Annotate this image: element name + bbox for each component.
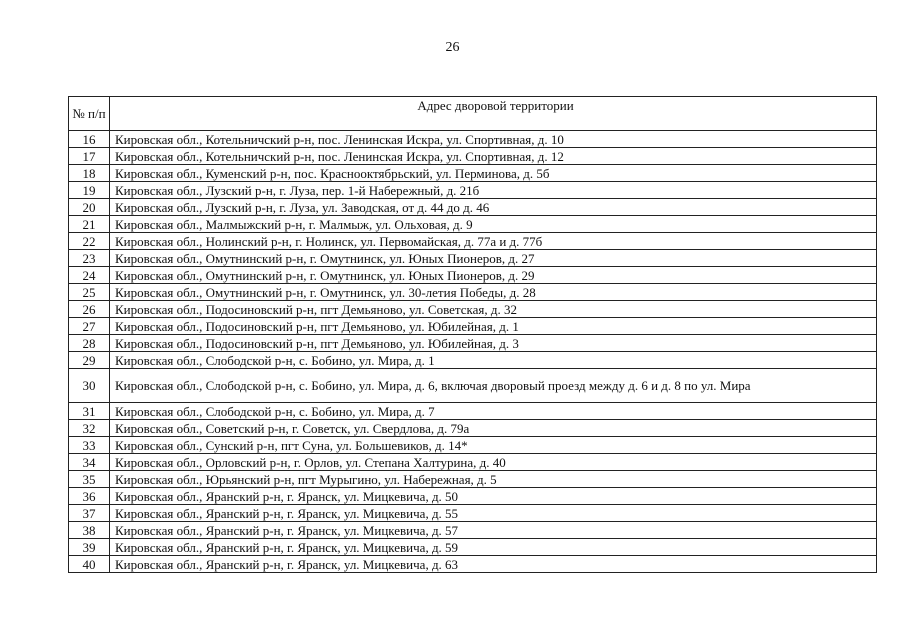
table-header-row bbox=[69, 97, 877, 131]
table-row bbox=[69, 454, 877, 471]
row-number: 39 bbox=[69, 539, 110, 556]
row-number: 28 bbox=[69, 335, 110, 352]
table-row bbox=[69, 556, 877, 573]
table-row bbox=[69, 165, 877, 182]
row-address: Кировская обл., Подосиновский р-н, пгт Демьяново, ул. Советская, д. 32 bbox=[110, 301, 877, 318]
table-row bbox=[69, 148, 877, 165]
row-number: 19 bbox=[69, 182, 110, 199]
row-number: 33 bbox=[69, 437, 110, 454]
row-number: 30 bbox=[69, 369, 110, 403]
table-row bbox=[69, 335, 877, 352]
table-row bbox=[69, 522, 877, 539]
column-header-address: Адрес дворовой территории bbox=[110, 97, 877, 131]
row-address: Кировская обл., Слободской р-н, с. Бобино, ул. Мира, д. 1 bbox=[110, 352, 877, 369]
row-address: Кировская обл., Яранский р-н, г. Яранск, ул. Мицкевича, д. 55 bbox=[110, 505, 877, 522]
table-row bbox=[69, 250, 877, 267]
row-address: Кировская обл., Яранский р-н, г. Яранск, ул. Мицкевича, д. 50 bbox=[110, 488, 877, 505]
row-address: Кировская обл., Яранский р-н, г. Яранск, ул. Мицкевича, д. 63 bbox=[110, 556, 877, 573]
row-number: 37 bbox=[69, 505, 110, 522]
table-row bbox=[69, 437, 877, 454]
row-number: 16 bbox=[69, 131, 110, 148]
table-row bbox=[69, 539, 877, 556]
table-row bbox=[69, 488, 877, 505]
row-address: Кировская обл., Омутнинский р-н, г. Омутнинск, ул. Юных Пионеров, д. 27 bbox=[110, 250, 877, 267]
row-address: Кировская обл., Лузский р-н, г. Луза, ул. Заводская, от д. 44 до д. 46 bbox=[110, 199, 877, 216]
table-row bbox=[69, 352, 877, 369]
table-row bbox=[69, 233, 877, 250]
table-row bbox=[69, 267, 877, 284]
row-address: Кировская обл., Нолинский р-н, г. Нолинск, ул. Первомайская, д. 77а и д. 77б bbox=[110, 233, 877, 250]
row-number: 22 bbox=[69, 233, 110, 250]
table-row bbox=[69, 301, 877, 318]
table-row bbox=[69, 284, 877, 301]
table-row bbox=[69, 420, 877, 437]
row-address: Кировская обл., Омутнинский р-н, г. Омутнинск, ул. Юных Пионеров, д. 29 bbox=[110, 267, 877, 284]
table-row bbox=[69, 318, 877, 335]
row-number: 23 bbox=[69, 250, 110, 267]
row-number: 18 bbox=[69, 165, 110, 182]
row-number: 38 bbox=[69, 522, 110, 539]
row-address: Кировская обл., Котельничский р-н, пос. Ленинская Искра, ул. Спортивная, д. 12 bbox=[110, 148, 877, 165]
table-row bbox=[69, 369, 877, 403]
row-number: 31 bbox=[69, 403, 110, 420]
row-number: 29 bbox=[69, 352, 110, 369]
row-number: 17 bbox=[69, 148, 110, 165]
table-row bbox=[69, 505, 877, 522]
page-number: 26 bbox=[445, 40, 460, 55]
row-address: Кировская обл., Подосиновский р-н, пгт Демьяново, ул. Юбилейная, д. 1 bbox=[110, 318, 877, 335]
table-row bbox=[69, 199, 877, 216]
row-number: 35 bbox=[69, 471, 110, 488]
table-row bbox=[69, 182, 877, 199]
row-address: Кировская обл., Малмыжский р-н, г. Малмыж, ул. Ольховая, д. 9 bbox=[110, 216, 877, 233]
row-number: 21 bbox=[69, 216, 110, 233]
row-number: 20 bbox=[69, 199, 110, 216]
row-number: 36 bbox=[69, 488, 110, 505]
row-number: 34 bbox=[69, 454, 110, 471]
row-address: Кировская обл., Лузский р-н, г. Луза, пер. 1-й Набережный, д. 21б bbox=[110, 182, 877, 199]
column-header-number: № п/п bbox=[69, 97, 110, 131]
row-address: Кировская обл., Слободской р-н, с. Бобино, ул. Мира, д. 6, включая дворовый проезд между д. 6 и д. 8 по ул. Мира bbox=[110, 369, 877, 403]
address-table bbox=[68, 96, 877, 573]
table-row bbox=[69, 131, 877, 148]
row-number: 32 bbox=[69, 420, 110, 437]
row-number: 24 bbox=[69, 267, 110, 284]
row-address: Кировская обл., Юрьянский р-н, пгт Мурыгино, ул. Набережная, д. 5 bbox=[110, 471, 877, 488]
row-address: Кировская обл., Котельничский р-н, пос. Ленинская Искра, ул. Спортивная, д. 10 bbox=[110, 131, 877, 148]
table-row bbox=[69, 216, 877, 233]
row-number: 40 bbox=[69, 556, 110, 573]
table-row bbox=[69, 403, 877, 420]
row-address: Кировская обл., Яранский р-н, г. Яранск, ул. Мицкевича, д. 59 bbox=[110, 539, 877, 556]
row-address: Кировская обл., Орловский р-н, г. Орлов, ул. Степана Халтурина, д. 40 bbox=[110, 454, 877, 471]
row-address: Кировская обл., Куменский р-н, пос. Краснооктябрьский, ул. Перминова, д. 5б bbox=[110, 165, 877, 182]
row-address: Кировская обл., Подосиновский р-н, пгт Демьяново, ул. Юбилейная, д. 3 bbox=[110, 335, 877, 352]
row-address: Кировская обл., Советский р-н, г. Советск, ул. Свердлова, д. 79а bbox=[110, 420, 877, 437]
row-address: Кировская обл., Яранский р-н, г. Яранск, ул. Мицкевича, д. 57 bbox=[110, 522, 877, 539]
row-address: Кировская обл., Омутнинский р-н, г. Омутнинск, ул. 30-летия Победы, д. 28 bbox=[110, 284, 877, 301]
table-row bbox=[69, 471, 877, 488]
row-number: 25 bbox=[69, 284, 110, 301]
row-number: 26 bbox=[69, 301, 110, 318]
row-number: 27 bbox=[69, 318, 110, 335]
row-address: Кировская обл., Слободской р-н, с. Бобино, ул. Мира, д. 7 bbox=[110, 403, 877, 420]
row-address: Кировская обл., Сунский р-н, пгт Суна, ул. Большевиков, д. 14* bbox=[110, 437, 877, 454]
